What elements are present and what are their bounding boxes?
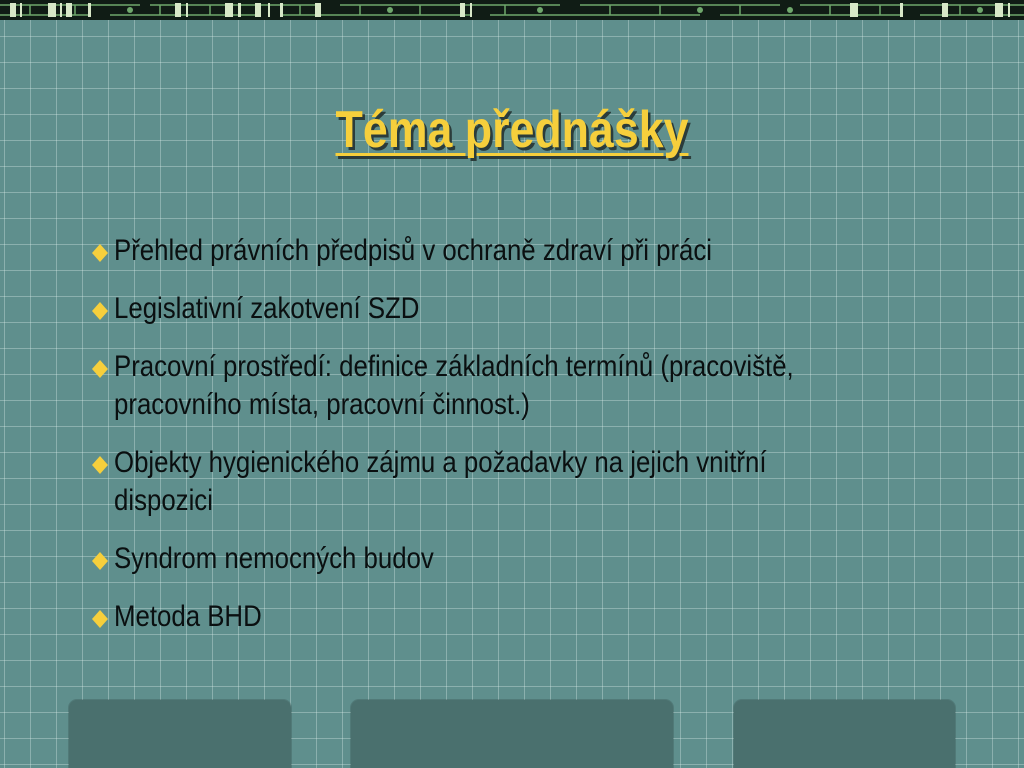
slide-title: Téma přednášky	[335, 101, 689, 159]
diamond-icon	[92, 610, 108, 628]
bullet-text: Objekty hygienického zájmu a požadavky na jejich vnitřní dispozici	[114, 446, 767, 517]
bullet-text: Pracovní prostředí: definice základních termínů (pracoviště, pracovního místa, pracovní činnost.)	[114, 350, 794, 421]
footer-panel-center	[351, 700, 673, 768]
bullet-text: Legislativní zakotvení SZD	[114, 292, 420, 325]
bullet-item	[90, 444, 910, 520]
bullet-text: Metoda BHD	[114, 600, 262, 633]
diamond-icon	[92, 302, 108, 320]
bullet-item	[90, 348, 910, 424]
bullet-list	[90, 232, 910, 656]
bullet-item	[90, 232, 910, 270]
bullet-text: Syndrom nemocných budov	[114, 542, 434, 575]
bullet-text: Přehled právních předpisů v ochraně zdraví při práci	[114, 234, 713, 267]
diamond-icon	[92, 456, 108, 474]
circuit-pattern	[0, 0, 1024, 20]
bullet-item	[90, 598, 910, 636]
circuit-board-header	[0, 0, 1024, 20]
bullet-item	[90, 540, 910, 578]
footer-panel-right	[734, 700, 955, 768]
footer-panel-left	[69, 700, 291, 768]
diamond-icon	[92, 360, 108, 378]
bullet-item	[90, 290, 910, 328]
diamond-icon	[92, 552, 108, 570]
diamond-icon	[92, 244, 108, 262]
